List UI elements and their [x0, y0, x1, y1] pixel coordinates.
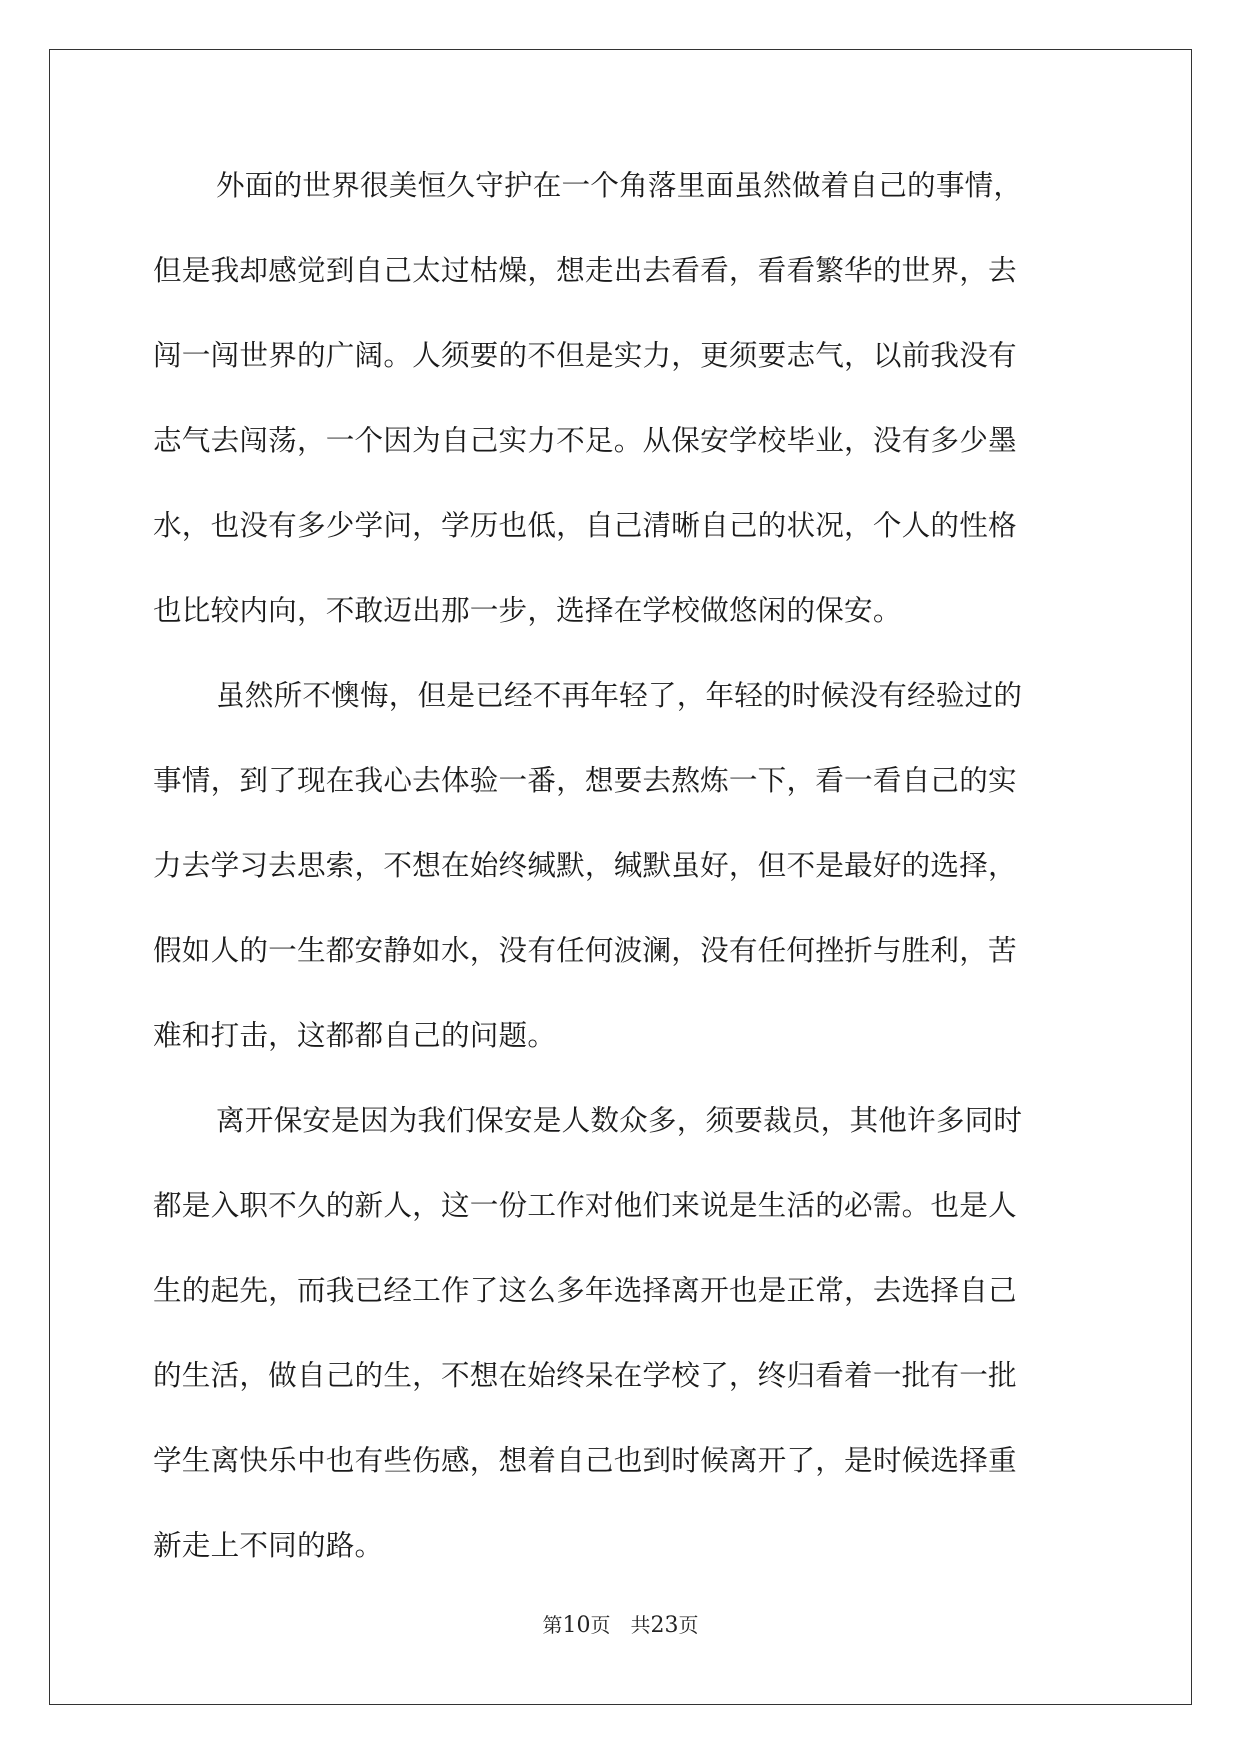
total-pages: 23	[650, 1613, 679, 1638]
paragraph-line: 难和打击，这都都自己的问题。	[153, 1018, 557, 1052]
paragraph-line: 闯一闯世界的广阔。人须要的不但是实力，更须要志气，以前我没有	[153, 338, 1017, 372]
page-footer	[0, 1611, 1241, 1640]
page-number: 10	[562, 1613, 591, 1638]
paragraph-2	[153, 673, 1089, 1098]
paragraph-line: 志气去闯荡，一个因为自己实力不足。从保安学校毕业，没有多少墨	[153, 423, 1017, 457]
paragraph-line: 的生活，做自己的生，不想在始终呆在学校了，终归看着一批有一批	[153, 1358, 1017, 1392]
paragraph-line: 但是我却感觉到自己太过枯燥，想走出去看看，看看繁华的世界，去	[153, 253, 1017, 287]
paragraph-line: 新走上不同的路。	[153, 1528, 384, 1562]
paragraph-line: 都是入职不久的新人，这一份工作对他们来说是生活的必需。也是人	[153, 1188, 1017, 1222]
total-suffix: 页	[678, 1613, 699, 1637]
paragraph-line: 也比较内向，不敢迈出那一步，选择在学校做悠闲的保安。	[153, 593, 902, 627]
paragraph-line: 外面的世界很美恒久守护在一个角落里面虽然做着自己的事情，	[216, 168, 1023, 202]
total-prefix: 共	[630, 1613, 651, 1637]
paragraph-line: 假如人的一生都安静如水，没有任何波澜，没有任何挫折与胜利，苦	[153, 933, 1017, 967]
document-body	[153, 163, 1089, 1608]
paragraph-line: 虽然所不懊悔，但是已经不再年轻了，年轻的时候没有经验过的	[216, 678, 1023, 712]
paragraph-line: 水，也没有多少学问，学历也低，自己清晰自己的状况，个人的性格	[153, 508, 1017, 542]
page-prefix: 第	[542, 1613, 563, 1637]
paragraph-line: 力去学习去思索，不想在始终缄默，缄默虽好，但不是最好的选择，	[153, 848, 1017, 882]
paragraph-1	[153, 163, 1089, 673]
paragraph-3	[153, 1098, 1089, 1608]
paragraph-line: 生的起先，而我已经工作了这么多年选择离开也是正常，去选择自己	[153, 1273, 1017, 1307]
paragraph-line: 离开保安是因为我们保安是人数众多，须要裁员，其他许多同时	[216, 1103, 1023, 1137]
paragraph-line: 事情，到了现在我心去体验一番，想要去熬炼一下，看一看自己的实	[153, 763, 1017, 797]
paragraph-line: 学生离快乐中也有些伤感，想着自己也到时候离开了，是时候选择重	[153, 1443, 1017, 1477]
page-suffix: 页	[590, 1613, 611, 1637]
